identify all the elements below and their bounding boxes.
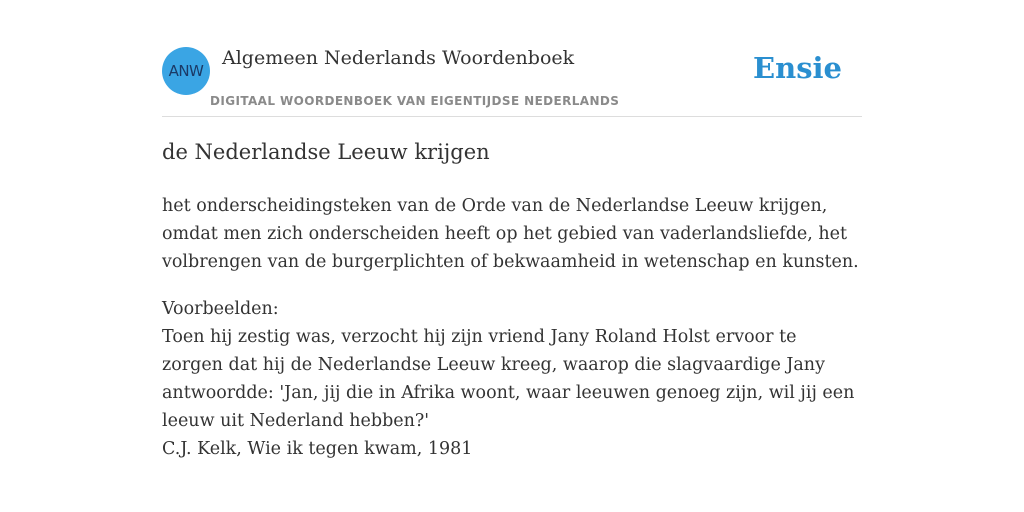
entry-definition: het onderscheidingsteken van de Orde van de Nederlandse Leeuw krijgen, omdat men zich onderscheiden heeft op het gebied van vaderlandsliefde, het volbrengen van de burgerplichten of bekwaamheid in wetenschap en kunsten.	[162, 196, 859, 272]
dictionary-title[interactable]: Algemeen Nederlands Woordenboek	[222, 47, 575, 69]
site-header	[162, 44, 862, 117]
examples-section	[162, 295, 862, 463]
example-text: Toen hij zestig was, verzocht hij zijn vriend Jany Roland Holst ervoor te zorgen dat hij de Nederlandse Leeuw kreeg, waarop die slagvaardige Jany antwoordde: 'Jan, jij die in Afrika woont, waar leeuwen genoeg zijn, wil jij een leeuw uit Nederland hebben?'	[162, 327, 855, 431]
dictionary-subtitle: DIGITAAL WOORDENBOEK VAN EIGENTIJDSE NEDERLANDS	[210, 94, 620, 108]
ensie-brand-logo[interactable]: Ensie	[753, 51, 842, 85]
examples-label: Voorbeelden:	[162, 299, 279, 319]
entry-title: de Nederlandse Leeuw krijgen	[162, 140, 490, 164]
anw-logo[interactable]: ANW	[162, 47, 210, 95]
example-source: C.J. Kelk, Wie ik tegen kwam, 1981	[162, 439, 473, 459]
